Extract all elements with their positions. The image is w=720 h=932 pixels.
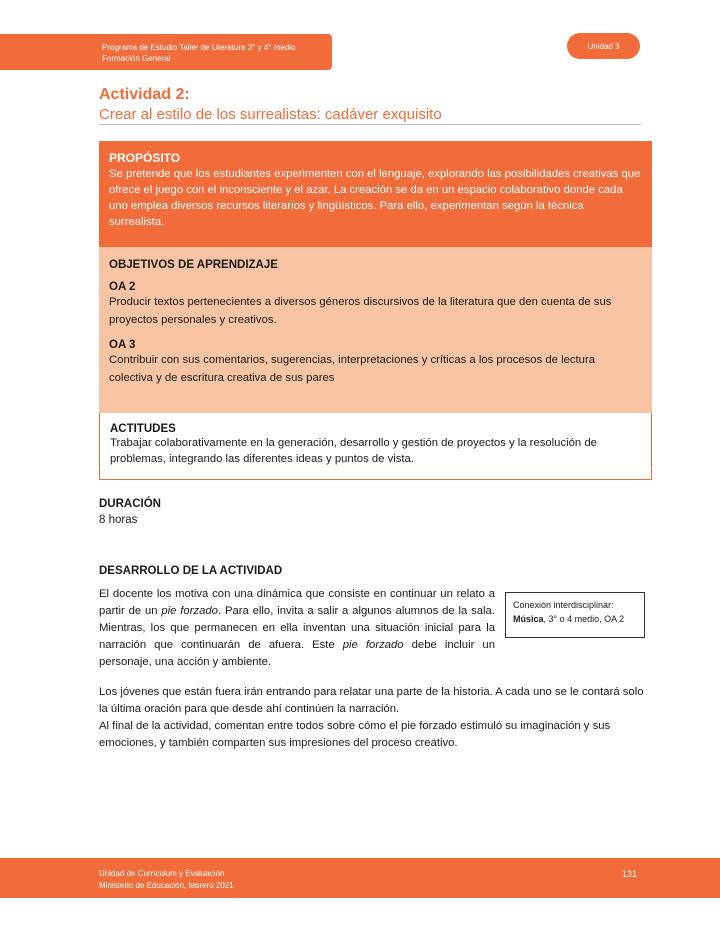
p1-emphasis-2: pie forzado — [342, 639, 404, 651]
duracion-heading: DURACIÓN — [99, 498, 161, 510]
desarrollo-p3-text: Al final de la actividad, comentan entre todos sobre cómo el pie forzado estimuló su imaginación y sus emociones, y también comparten sus impresiones del proceso creativo. — [99, 720, 611, 749]
oa3-text: Contribuir con sus comentarios, sugerencias, interpretaciones y críticas a los procesos de lectura colectiva y de escritura creativa de sus pares — [109, 354, 595, 384]
title-divider — [99, 124, 641, 125]
p1-text-b: . Para ello, invita a salir a algunos alumnos de la sala. Mientras, los que permanecen en ella inventan una situación inicial para la narración que continuarán de afuera. Este — [99, 605, 495, 651]
conexion-subject: Música — [513, 614, 544, 624]
activity-title: Actividad 2: — [99, 86, 190, 103]
program-title: Programa de Estudio Taller de Literatura 3° y 4° medio — [102, 43, 296, 52]
unit-badge: Unidad 3 — [567, 33, 640, 59]
footer-bar — [0, 858, 720, 898]
activity-subtitle: Crear al estilo de los surrealistas: cadáver exquisito — [99, 106, 442, 123]
proposito-box — [99, 141, 652, 247]
oa2-label: OA 2 — [109, 281, 136, 293]
conexion-rest: , 3° o 4 medio, OA 2 — [543, 614, 625, 624]
conexion-detail — [513, 612, 637, 626]
conexion-box — [505, 592, 645, 638]
actitudes-box — [99, 413, 652, 480]
actitudes-text: Trabajar colaborativamente en la generación, desarrollo y gestión de proyectos y la resolución de problemas, integrando las diferentes ideas y puntos de vista. — [110, 437, 597, 465]
actitudes-heading: ACTITUDES — [110, 423, 176, 435]
program-subtitle: Formación General — [102, 54, 171, 63]
page-number: 131 — [622, 869, 638, 879]
proposito-text: Se pretende que los estudiantes experimenten con el lenguaje, explorando las posibilidades creativas que ofrece el juego con el inconsciente y el azar. La creación se da en un espacio colaborativo donde cada uno emplea diversos recursos literarios y lingüísticos. Para ello, experimentan según la técnica surrealista. — [109, 168, 641, 228]
desarrollo-p2-text: Los jóvenes que están fuera irán entrando para relatar una parte de la historia. A cada uno se le contará solo la última oración para que desde ahí continúen la narración. — [99, 686, 644, 715]
desarrollo-heading: DESARROLLO DE LA ACTIVIDAD — [99, 565, 283, 577]
proposito-heading: PROPÓSITO — [109, 151, 181, 165]
conexion-label: Conexión interdisciplinar: — [513, 600, 614, 610]
oa2-text: Producir textos pertenecientes a diversos géneros discursivos de la literatura que den cuenta de sus proyectos personales y creativos. — [109, 296, 612, 326]
p1-emphasis-1: pie forzado — [161, 605, 218, 617]
desarrollo-paragraph-2 — [99, 684, 644, 752]
header-bar — [0, 34, 332, 70]
objetivos-box — [99, 247, 652, 413]
p1-text-a: El docente los motiva con una dinámica que consiste en continuar un relato a partir de un — [99, 588, 495, 617]
objetivos-heading: OBJETIVOS DE APRENDIZAJE — [109, 259, 278, 271]
oa3-label: OA 3 — [109, 339, 136, 351]
duracion-value: 8 horas — [99, 514, 138, 526]
footer-line-1: Unidad de Currículum y Evaluación — [99, 869, 225, 878]
p1-text-c: debe incluir un personaje, una acción y ambiente. — [99, 639, 495, 668]
desarrollo-paragraph-1 — [99, 586, 495, 671]
footer-line-2: Ministerio de Educación, febrero 2021 — [99, 881, 234, 890]
